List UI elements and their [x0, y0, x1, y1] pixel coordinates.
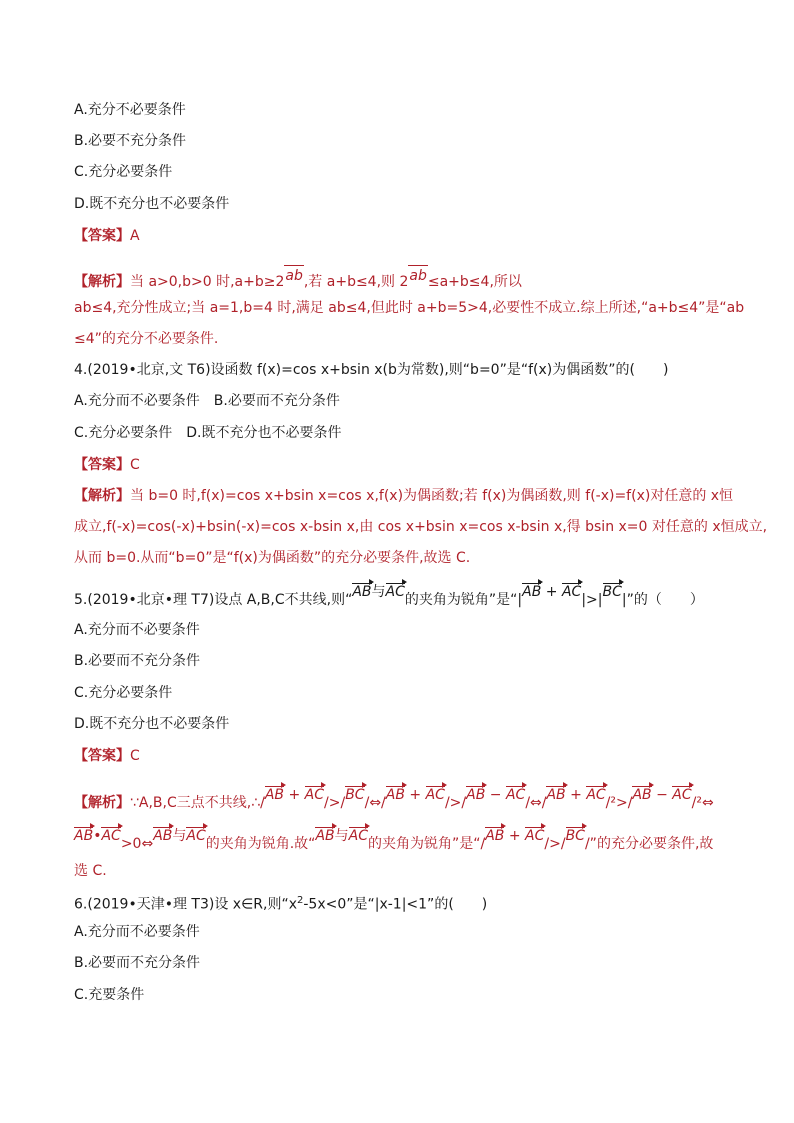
- answer-label: 【答案】: [74, 228, 130, 244]
- analysis-label: 【解析】: [74, 488, 130, 504]
- q4-answer: [74, 455, 140, 475]
- q5-stem: 5.(2019•北京•理 T7)设点 A,B,C不共线,则“AB与AC的夹角为锐角”是“|AB + AC|>|BC|”的（ ）: [74, 584, 704, 608]
- q6-option-c: C.充要条件: [74, 987, 145, 1003]
- answer-value: C: [130, 457, 140, 473]
- answer-label: 【答案】: [74, 457, 130, 473]
- q5-option-b: B.必要而不充分条件: [74, 653, 201, 669]
- q5-analysis-line-2: AB•AC>0⇔AB与AC的夹角为锐角.故“AB与AC的夹角为锐角”是“/AB + AC/>/BC/”的充分必要条件,故: [74, 828, 714, 852]
- q5-analysis-line-1: 【解析】∵A,B,C三点不共线,∴/AB + AC/>/BC/⇔/AB + AC/>/AB − AC/⇔/AB + AC/²>/AB − AC/²⇔: [74, 787, 714, 811]
- vector-ac: AC: [561, 584, 582, 600]
- q4-analysis-line-3: 从而 b=0.从而“b=0”是“f(x)为偶函数”的充分必要条件,故选 C.: [74, 550, 471, 566]
- analysis-label: 【解析】: [74, 795, 130, 811]
- q5-option-c: C.充分必要条件: [74, 685, 173, 701]
- q6-option-b: B.必要而不充分条件: [74, 955, 201, 971]
- vector-ab: AB: [522, 584, 542, 600]
- q3-analysis-line-2: ab≤4,充分性成立;当 a=1,b=4 时,满足 ab≤4,但此时 a+b=5>4,必要性不成立.综上所述,“a+b≤4”是“ab: [74, 300, 745, 316]
- vector-ab: AB: [352, 584, 372, 600]
- q3-option-b: B.必要不充分条件: [74, 133, 187, 149]
- sqrt-ab: ab: [284, 265, 303, 286]
- sqrt-ab: ab: [408, 265, 427, 286]
- analysis-label: 【解析】: [74, 274, 130, 290]
- q3-option-c: C.充分必要条件: [74, 164, 173, 180]
- q4-options-cd: C.充分必要条件 D.既不充分也不必要条件: [74, 425, 342, 441]
- q5-option-a: A.充分而不必要条件: [74, 622, 200, 638]
- q3-option-d: D.既不充分也不必要条件: [74, 196, 230, 212]
- q4-analysis-line-1: 【解析】当 b=0 时,f(x)=cos x+bsin x=cos x,f(x)为偶函数;若 f(x)为偶函数,则 f(-x)=f(x)对任意的 x恒: [74, 488, 734, 504]
- answer-value: A: [130, 228, 140, 244]
- vector-bc: BC: [602, 584, 622, 600]
- q4-options-ab: A.充分而不必要条件 B.必要而不充分条件: [74, 393, 340, 409]
- q3-analysis-line-3: ≤4”的充分不必要条件.: [74, 331, 219, 347]
- answer-value: C: [130, 748, 140, 764]
- q6-stem: 6.(2019•天津•理 T3)设 x∈R,则“$x^2-5x<0$”是“|x-1|<1”的( ): [74, 895, 488, 913]
- q3-analysis-line-1: 【解析】当 a>0,b>0 时,a+b≥2ab,若 a+b≤4,则 2ab≤a+b≤4,所以: [74, 271, 522, 292]
- q4-stem: 4.(2019•北京,文 T6)设函数 f(x)=cos x+bsin x(b为常数),则“b=0”是“f(x)为偶函数”的( ): [74, 362, 669, 378]
- q3-answer: [74, 226, 140, 246]
- q5-option-d: D.既不充分也不必要条件: [74, 716, 230, 732]
- q6-option-a: A.充分而不必要条件: [74, 924, 200, 940]
- q3-option-a: A.充分不必要条件: [74, 102, 186, 118]
- q5-analysis-line-3: 选 C.: [74, 863, 107, 879]
- q4-analysis-line-2: 成立,f(-x)=cos(-x)+bsin(-x)=cos x-bsin x,由 cos x+bsin x=cos x-bsin x,得 bsin x=0 对任意的 x恒成立,: [74, 519, 768, 535]
- q5-answer: [74, 746, 140, 766]
- answer-label: 【答案】: [74, 748, 130, 764]
- vector-ac: AC: [385, 584, 405, 600]
